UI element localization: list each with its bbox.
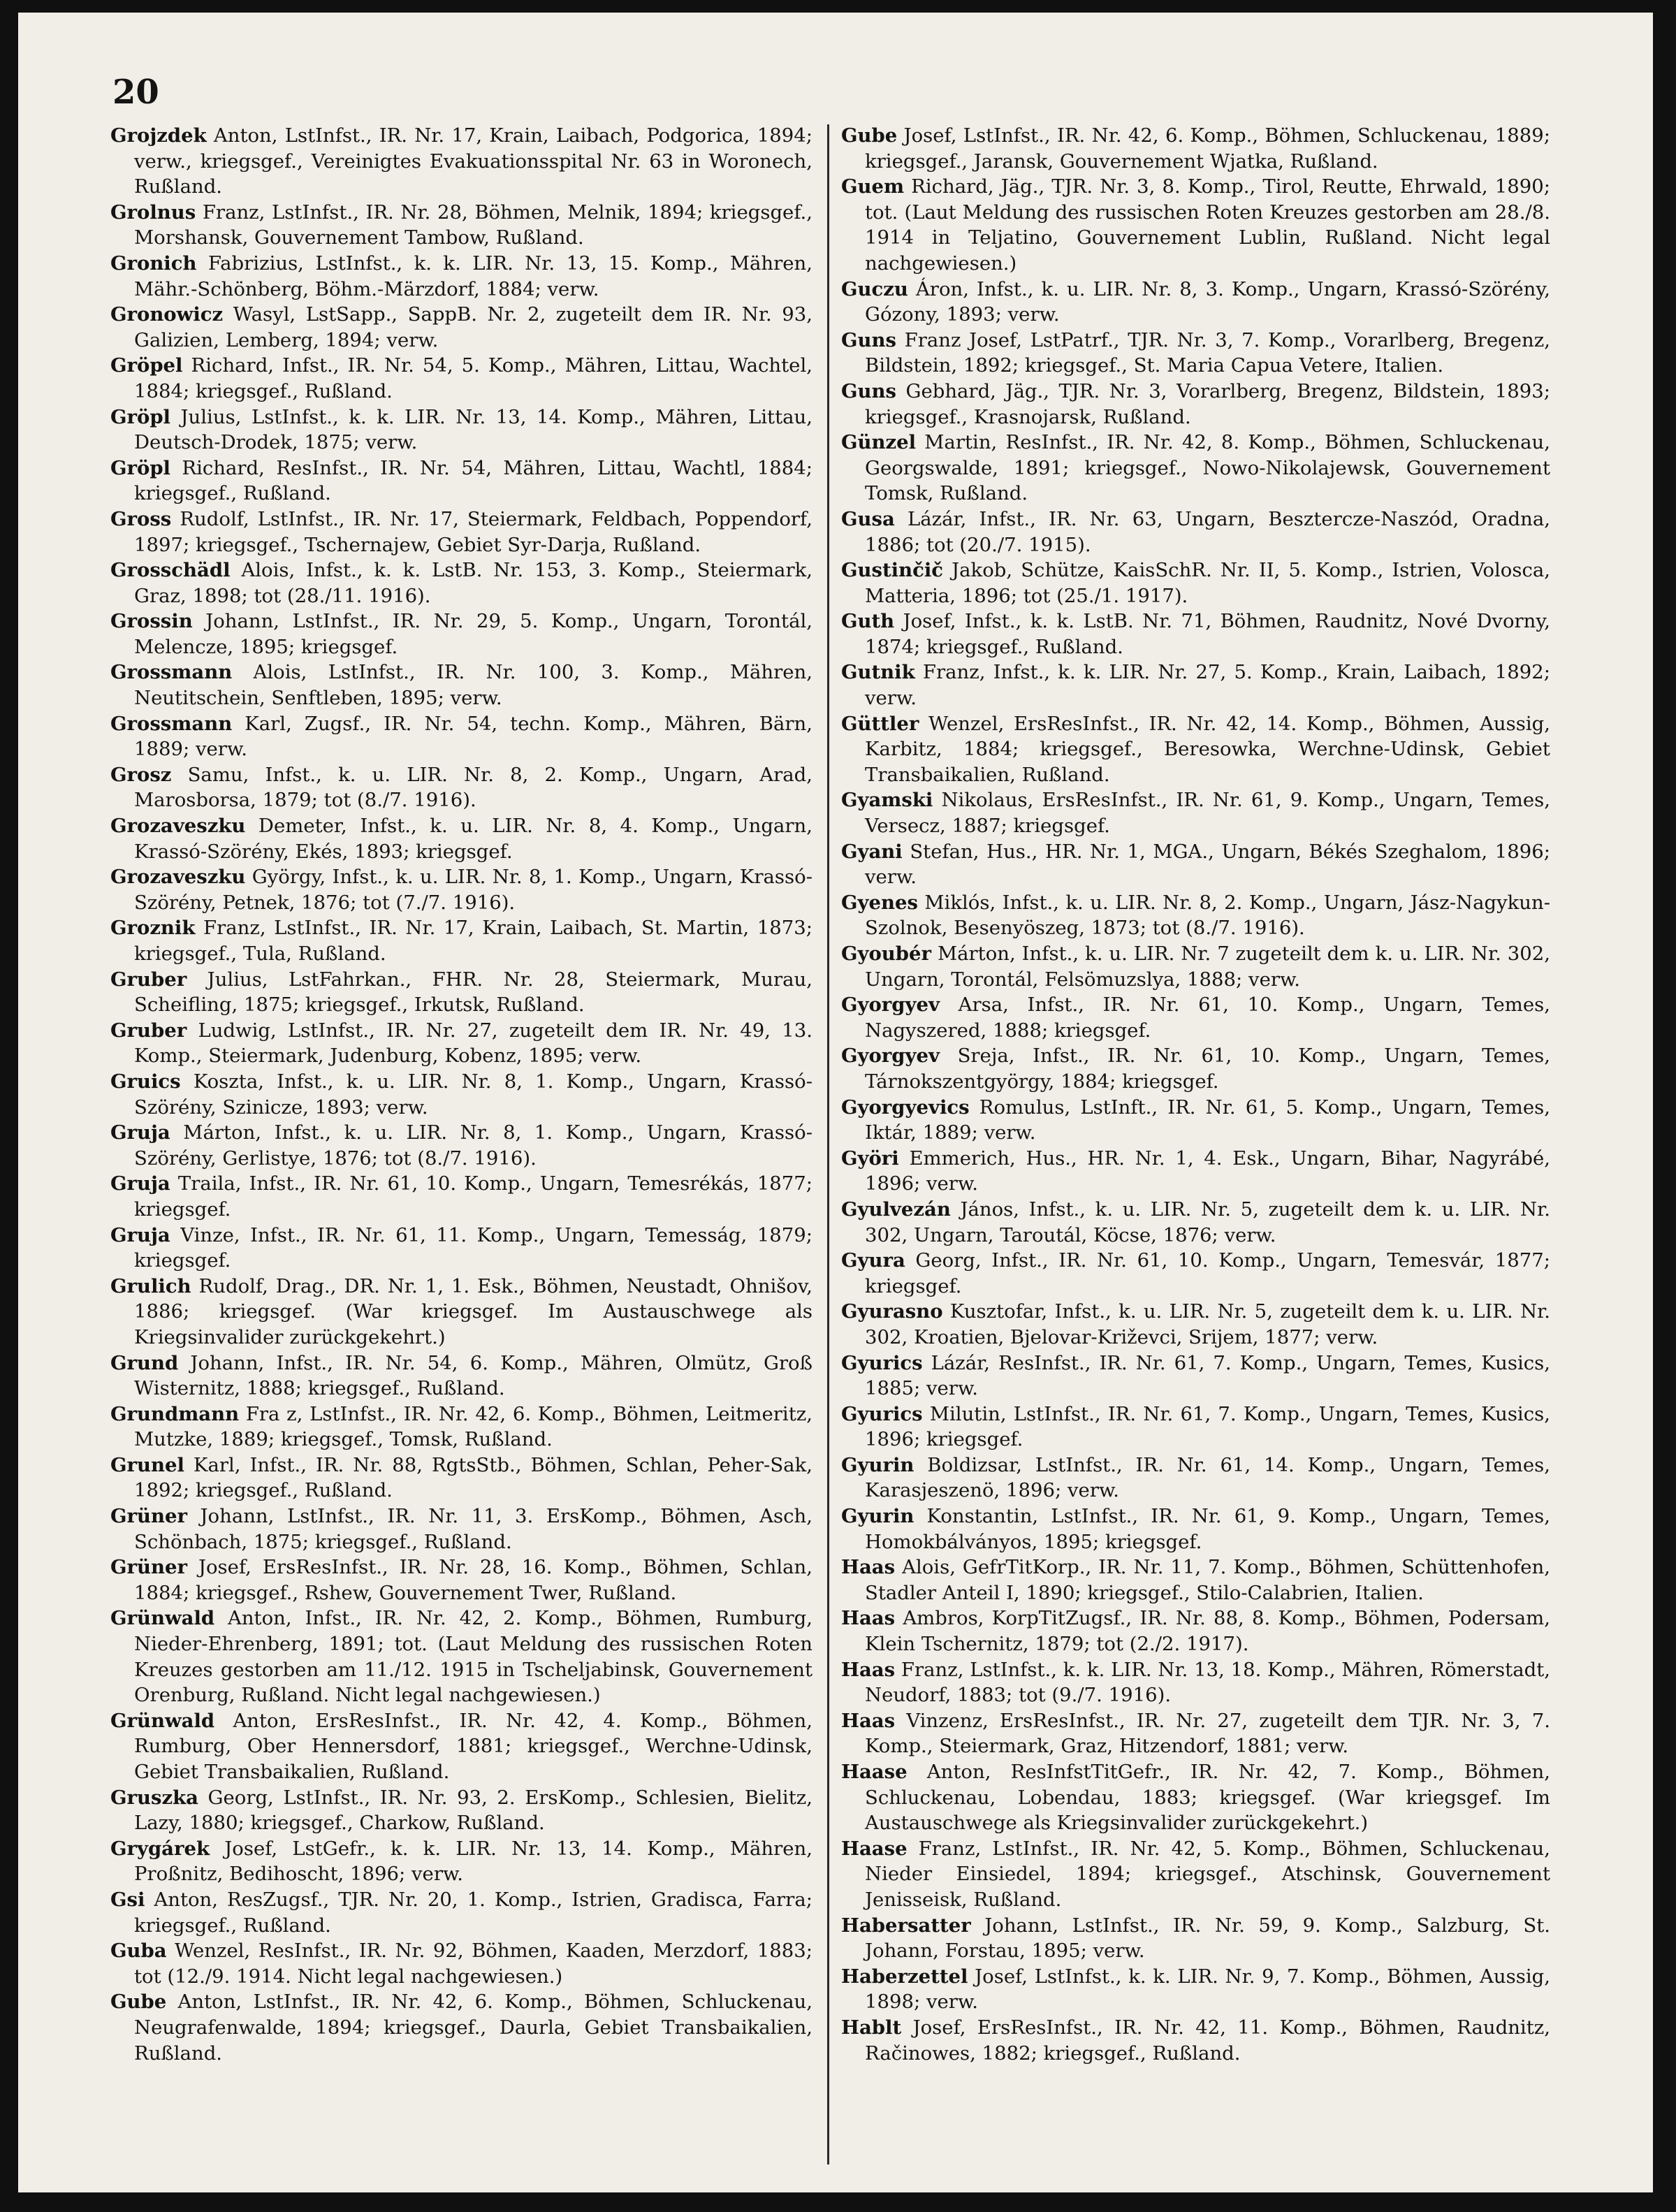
register-entry bbox=[841, 1146, 1550, 1197]
entry-surname: Guns bbox=[841, 379, 896, 402]
entry-surname: Güttler bbox=[841, 712, 919, 735]
register-entry bbox=[110, 1887, 813, 1938]
entry-details: Sreja, Infst., IR. Nr. 61, 10. Komp., Ungarn, Temes, Tárnokszentgyörgy, 1884; kriegsgef. bbox=[865, 1045, 1550, 1093]
entry-details: Franz Josef, LstPatrf., TJR. Nr. 3, 7. Komp., Vorarlberg, Bregenz, Bildstein, 1892; kriegsgef., St. Maria Capua Vetere, Italien. bbox=[865, 328, 1550, 377]
register-entry bbox=[841, 1351, 1550, 1402]
register-entry bbox=[110, 1018, 813, 1069]
entry-details: Márton, Infst., k. u. LIR. Nr. 7 zugeteilt dem k. u. LIR. Nr. 302, Ungarn, Torontál, Felsömuzslya, 1888; verw. bbox=[865, 943, 1550, 991]
entry-details: Rudolf, LstInfst., IR. Nr. 17, Steiermark, Feldbach, Poppendorf, 1897; kriegsgef., Tschernajew, Gebiet Syr-Darja, Rußland. bbox=[134, 507, 813, 556]
entry-details: Julius, LstInfst., k. k. LIR. Nr. 13, 14. Komp., Mähren, Littau, Deutsch-Drodek, 1875; verw. bbox=[134, 405, 813, 454]
register-entry bbox=[841, 379, 1550, 430]
register-entry bbox=[841, 1555, 1550, 1606]
entry-surname: Gruber bbox=[110, 1019, 187, 1042]
entry-details: Franz, LstInfst., IR. Nr. 17, Krain, Laibach, St. Martin, 1873; kriegsgef., Tula, Rußland. bbox=[134, 917, 813, 965]
entry-details: Romulus, LstInft., IR. Nr. 61, 5. Komp., Ungarn, Temes, Iktár, 1889; verw. bbox=[865, 1096, 1550, 1144]
entry-surname: Guba bbox=[110, 1940, 167, 1963]
entry-details: Fabrizius, LstInfst., k. k. LIR. Nr. 13, 15. Komp., Mähren, Mähr.-Schönberg, Böhm.-Märzdorf, 1884; verw. bbox=[134, 252, 813, 300]
entry-details: Josef, ErsResInfst., IR. Nr. 28, 16. Komp., Böhmen, Schlan, 1884; kriegsgef., Rshew, Gouvernement Twer, Rußland. bbox=[134, 1556, 813, 1604]
register-entry bbox=[110, 1989, 813, 2066]
entry-details: Josef, Infst., k. k. LstB. Nr. 71, Böhmen, Raudnitz, Nové Dvorny, 1874; kriegsgef., Rußland. bbox=[865, 610, 1550, 658]
register-entry bbox=[110, 1708, 813, 1785]
entry-surname: Haase bbox=[841, 1761, 908, 1783]
entry-surname: Haberzettel bbox=[841, 1965, 968, 1988]
right-column bbox=[841, 123, 1550, 2066]
entry-details: Wasyl, LstSapp., SappB. Nr. 2, zugeteilt dem IR. Nr. 93, Galizien, Lemberg, 1894; verw. bbox=[134, 303, 813, 351]
entry-details: Richard, Infst., IR. Nr. 54, 5. Komp., Mähren, Littau, Wachtel, 1884; kriegsgef., Rußland. bbox=[134, 354, 813, 402]
entry-surname: Gruja bbox=[110, 1223, 170, 1246]
entry-surname: Grulich bbox=[110, 1274, 191, 1297]
register-entry bbox=[841, 1095, 1550, 1146]
entry-surname: Gutnik bbox=[841, 661, 915, 684]
entry-surname: Guczu bbox=[841, 277, 908, 300]
entry-surname: Gruics bbox=[110, 1070, 181, 1093]
entry-surname: Gube bbox=[841, 124, 898, 147]
entry-details: Áron, Infst., k. u. LIR. Nr. 8, 3. Komp., Ungarn, Krassó-Szörény, Gózony, 1893; verw. bbox=[865, 277, 1550, 326]
entry-details: Josef, LstInfst., k. k. LIR. Nr. 9, 7. Komp., Böhmen, Aussig, 1898; verw. bbox=[865, 1965, 1550, 2014]
register-entry bbox=[841, 1836, 1550, 1913]
entry-details: Lázár, ResInfst., IR. Nr. 61, 7. Komp., Ungarn, Temes, Kusics, 1885; verw. bbox=[865, 1351, 1550, 1400]
entry-details: Kusztofar, Infst., k. u. LIR. Nr. 5, zugeteilt dem k. u. LIR. Nr. 302, Kroatien, Bjelovar-Križevci, Srijem, 1877; verw. bbox=[865, 1300, 1550, 1348]
entry-surname: Gross bbox=[110, 507, 172, 530]
entry-surname: Gyamski bbox=[841, 789, 933, 812]
entry-details: Vinzenz, ErsResInfst., IR. Nr. 27, zugeteilt dem TJR. Nr. 3, 7. Komp., Steiermark, Graz, Hitzendorf, 1881; verw. bbox=[865, 1709, 1550, 1758]
register-entry bbox=[841, 507, 1550, 558]
entry-surname: Gube bbox=[110, 1991, 167, 2014]
page-number: 20 bbox=[112, 73, 159, 112]
entry-details: Franz, LstInfst., IR. Nr. 28, Böhmen, Melnik, 1894; kriegsgef., Morshansk, Gouvernement Tambow, Rußland. bbox=[134, 201, 813, 249]
entry-surname: Grossmann bbox=[110, 661, 233, 684]
register-entry bbox=[841, 328, 1550, 379]
entry-surname: Haas bbox=[841, 1556, 896, 1579]
entry-surname: Grozaveszku bbox=[110, 866, 246, 889]
entry-surname: Gyurics bbox=[841, 1402, 923, 1425]
entry-details: Vinze, Infst., IR. Nr. 61, 11. Komp., Ungarn, Temesság, 1879; kriegsgef. bbox=[134, 1223, 813, 1272]
register-entry bbox=[110, 660, 813, 711]
entry-surname: Gruja bbox=[110, 1121, 170, 1144]
entry-surname: Gsi bbox=[110, 1888, 145, 1911]
register-entry bbox=[841, 787, 1550, 838]
entry-surname: Gyurin bbox=[841, 1505, 914, 1528]
register-entry bbox=[841, 1759, 1550, 1836]
entry-details: Anton, ResZugsf., TJR. Nr. 20, 1. Komp., Istrien, Gradisca, Farra; kriegsgef., Rußland. bbox=[134, 1888, 813, 1937]
entry-surname: Grünwald bbox=[110, 1607, 215, 1630]
entry-details: Anton, LstInfst., IR. Nr. 42, 6. Komp., Böhmen, Schluckenau, Neugrafenwalde, 1894; kriegsgef., Daurla, Gebiet Transbaikalien, Rußland. bbox=[134, 1991, 813, 2065]
entry-surname: Gyorgyev bbox=[841, 994, 940, 1017]
entry-surname: Gyorgyevics bbox=[841, 1096, 970, 1119]
entry-details: Miklós, Infst., k. u. LIR. Nr. 8, 2. Komp., Ungarn, Jász-Nagykun-Szolnok, Besenyöszeg, 1873; tot (8./7. 1916). bbox=[865, 891, 1550, 940]
entry-details: Jakob, Schütze, KaisSchR. Nr. II, 5. Komp., Istrien, Volosca, Matteria, 1896; tot (25./1. 1917). bbox=[865, 559, 1550, 607]
register-entry bbox=[110, 1223, 813, 1274]
entry-surname: Gyurin bbox=[841, 1453, 914, 1476]
entry-details: Ludwig, LstInfst., IR. Nr. 27, zugeteilt dem IR. Nr. 49, 13. Komp., Steiermark, Judenburg, Kobenz, 1895; verw. bbox=[134, 1019, 813, 1068]
entry-surname: Hablt bbox=[841, 2016, 902, 2039]
register-entry bbox=[841, 609, 1550, 660]
register-entry bbox=[841, 941, 1550, 992]
entry-details: János, Infst., k. u. LIR. Nr. 5, zugeteilt dem k. u. LIR. Nr. 302, Ungarn, Taroutál, Köcse, 1876; verw. bbox=[865, 1198, 1550, 1246]
entry-details: Karl, Infst., IR. Nr. 88, RgtsStb., Böhmen, Schlan, Peher-Sak, 1892; kriegsgef., Rußland. bbox=[134, 1453, 813, 1502]
entry-details: Josef, LstInfst., IR. Nr. 42, 6. Komp., Böhmen, Schluckenau, 1889; kriegsgef., Jaransk, Gouvernement Wjatka, Rußland. bbox=[865, 124, 1550, 173]
entry-surname: Guth bbox=[841, 610, 895, 633]
entry-surname: Haase bbox=[841, 1837, 908, 1860]
register-entry bbox=[110, 1402, 813, 1453]
entry-details: Alois, LstInfst., IR. Nr. 100, 3. Komp., Mähren, Neutitschein, Senftleben, 1895; verw. bbox=[134, 661, 813, 710]
entry-surname: Gröpl bbox=[110, 456, 170, 479]
entry-surname: Grossmann bbox=[110, 712, 233, 735]
entry-details: Demeter, Infst., k. u. LIR. Nr. 8, 4. Komp., Ungarn, Krassó-Szörény, Ekés, 1893; kriegsgef. bbox=[134, 815, 813, 863]
entry-surname: Gyoubér bbox=[841, 943, 932, 965]
register-entry bbox=[110, 200, 813, 251]
entry-details: Georg, Infst., IR. Nr. 61, 10. Komp., Ungarn, Temesvár, 1877; kriegsgef. bbox=[865, 1249, 1550, 1297]
register-entry bbox=[841, 1504, 1550, 1555]
entry-surname: Gruszka bbox=[110, 1786, 198, 1809]
entry-surname: Günzel bbox=[841, 431, 917, 454]
entry-surname: Gyulvezán bbox=[841, 1198, 951, 1221]
entry-details: Richard, ResInfst., IR. Nr. 54, Mähren, Littau, Wachtl, 1884; kriegsgef., Rußland. bbox=[134, 456, 813, 505]
entry-details: Josef, LstGefr., k. k. LIR. Nr. 13, 14. Komp., Mähren, Proßnitz, Bedihoscht, 1896; verw. bbox=[134, 1837, 813, 1886]
register-entry bbox=[110, 1453, 813, 1504]
entry-details: Martin, ResInfst., IR. Nr. 42, 8. Komp., Böhmen, Schluckenau, Georgswalde, 1891; kriegsgef., Nowo-Nikolajewsk, Gouvernement Tomsk, Rußland. bbox=[865, 431, 1550, 505]
entry-details: Wenzel, ResInfst., IR. Nr. 92, Böhmen, Kaaden, Merzdorf, 1883; tot (12./9. 1914. Nicht legal nachgewiesen.) bbox=[134, 1940, 813, 1988]
entry-details: Johann, Infst., IR. Nr. 54, 6. Komp., Mähren, Olmütz, Groß Wisternitz, 1888; kriegsgef., Rußland. bbox=[134, 1351, 813, 1400]
register-entry bbox=[110, 864, 813, 915]
entry-surname: Gruja bbox=[110, 1172, 170, 1195]
register-entry bbox=[110, 1836, 813, 1887]
entry-details: Julius, LstFahrkan., FHR. Nr. 28, Steiermark, Murau, Scheifling, 1875; kriegsgef., Irkutsk, Rußland. bbox=[134, 968, 813, 1017]
register-entry bbox=[841, 1657, 1550, 1708]
entry-details: Milutin, LstInfst., IR. Nr. 61, 7. Komp., Ungarn, Temes, Kusics, 1896; kriegsgef. bbox=[865, 1402, 1550, 1451]
register-entry bbox=[841, 2015, 1550, 2066]
entry-details: Franz, Infst., k. k. LIR. Nr. 27, 5. Komp., Krain, Laibach, 1892; verw. bbox=[865, 661, 1550, 710]
entry-details: Konstantin, LstInfst., IR. Nr. 61, 9. Komp., Ungarn, Temes, Homokbálványos, 1895; kriegsgef. bbox=[865, 1505, 1550, 1553]
entry-details: Franz, LstInfst., k. k. LIR. Nr. 13, 18. Komp., Mähren, Römerstadt, Neudorf, 1883; tot (9./7. 1916). bbox=[865, 1658, 1550, 1707]
entry-details: Richard, Jäg., TJR. Nr. 3, 8. Komp., Tirol, Reutte, Ehrwald, 1890; tot. (Laut Meldung des russischen Roten Kreuzes gestorben am 28./8. 1914 in Teljatino, Gouvernement Lublin, Rußland. Nicht legal nachgewiesen.) bbox=[865, 175, 1550, 275]
register-entry bbox=[110, 1171, 813, 1222]
column-divider bbox=[827, 124, 829, 2164]
entry-details: Wenzel, ErsResInfst., IR. Nr. 42, 14. Komp., Böhmen, Aussig, Karbitz, 1884; kriegsgef., Beresowka, Werchne-Udinsk, Gebiet Transbaikalien, Rußland. bbox=[865, 712, 1550, 786]
entry-surname: Guem bbox=[841, 175, 905, 198]
register-entry bbox=[841, 123, 1550, 174]
entry-details: Rudolf, Drag., DR. Nr. 1, 1. Esk., Böhmen, Neustadt, Ohnišov, 1886; kriegsgef. (War kriegsgef. Im Austauschwege als Kriegsinvalider zurückgekehrt.) bbox=[134, 1274, 813, 1348]
page-sheet bbox=[18, 13, 1653, 2192]
entry-details: Alois, Infst., k. k. LstB. Nr. 153, 3. Komp., Steiermark, Graz, 1898; tot (28./11. 1916). bbox=[134, 559, 813, 607]
register-entry bbox=[841, 1299, 1550, 1350]
entry-details: Josef, ErsResInfst., IR. Nr. 42, 11. Komp., Böhmen, Raudnitz, Račinowes, 1882; kriegsgef., Rußland. bbox=[865, 2016, 1550, 2065]
register-entry bbox=[110, 762, 813, 813]
entry-surname: Grüner bbox=[110, 1505, 187, 1528]
entry-details: Arsa, Infst., IR. Nr. 61, 10. Komp., Ungarn, Temes, Nagyszered, 1888; kriegsgef. bbox=[865, 994, 1550, 1042]
entry-details: Ambros, KorpTitZugsf., IR. Nr. 88, 8. Komp., Böhmen, Podersam, Klein Tschernitz, 1879; tot (2./2. 1917). bbox=[865, 1607, 1550, 1656]
entry-details: Koszta, Infst., k. u. LIR. Nr. 8, 1. Komp., Ungarn, Krassó-Szörény, Szinicze, 1893; verw. bbox=[134, 1070, 813, 1119]
entry-surname: Grozaveszku bbox=[110, 815, 246, 838]
register-entry bbox=[110, 405, 813, 456]
entry-details: Karl, Zugsf., IR. Nr. 54, techn. Komp., Mähren, Bärn, 1889; verw. bbox=[134, 712, 813, 761]
register-entry bbox=[841, 660, 1550, 711]
entry-details: Johann, LstInfst., IR. Nr. 59, 9. Komp., Salzburg, St. Johann, Forstau, 1895; verw. bbox=[865, 1914, 1550, 1963]
register-entry bbox=[841, 992, 1550, 1043]
register-entry bbox=[110, 967, 813, 1018]
entry-surname: Gyurics bbox=[841, 1351, 923, 1374]
entry-details: Márton, Infst., k. u. LIR. Nr. 8, 1. Komp., Ungarn, Krassó-Szörény, Gerlistye, 1876; tot (8./7. 1916). bbox=[134, 1121, 813, 1170]
register-entry bbox=[110, 711, 813, 762]
register-entry bbox=[110, 1555, 813, 1606]
entry-surname: Gronowicz bbox=[110, 303, 224, 326]
entry-surname: Gyani bbox=[841, 840, 903, 863]
register-entry bbox=[110, 456, 813, 507]
entry-surname: Grünwald bbox=[110, 1709, 215, 1732]
register-entry bbox=[841, 1913, 1550, 1964]
entry-surname: Grunel bbox=[110, 1453, 184, 1476]
entry-surname: Grosz bbox=[110, 763, 172, 786]
register-entry bbox=[841, 711, 1550, 788]
register-entry bbox=[841, 1453, 1550, 1504]
entry-details: György, Infst., k. u. LIR. Nr. 8, 1. Komp., Ungarn, Krassó-Szörény, Petnek, 1876; tot (7./7. 1916). bbox=[134, 866, 813, 914]
entry-surname: Haas bbox=[841, 1658, 896, 1681]
register-entry bbox=[841, 1402, 1550, 1453]
register-entry bbox=[841, 1248, 1550, 1299]
entry-details: Anton, ResInfstTitGefr., IR. Nr. 42, 7. Komp., Böhmen, Schluckenau, Lobendau, 1883; kriegsgef. (War kriegsgef. Im Austauschwege als Kriegsinvalider zurückgekehrt.) bbox=[865, 1761, 1550, 1835]
register-entry bbox=[841, 1606, 1550, 1657]
register-entry bbox=[841, 1708, 1550, 1759]
entry-surname: Gusa bbox=[841, 507, 895, 530]
entry-details: Georg, LstInfst., IR. Nr. 93, 2. ErsKomp., Schlesien, Bielitz, Lazy, 1880; kriegsgef., Charkow, Rußland. bbox=[134, 1786, 813, 1835]
entry-details: Samu, Infst., k. u. LIR. Nr. 8, 2. Komp., Ungarn, Arad, Marosborsa, 1879; tot (8./7. 1916). bbox=[134, 763, 813, 812]
entry-details: Lázár, Infst., IR. Nr. 63, Ungarn, Besztercze-Naszód, Oradna, 1886; tot (20./7. 1915). bbox=[865, 507, 1550, 556]
register-entry bbox=[841, 1197, 1550, 1248]
entry-details: Gebhard, Jäg., TJR. Nr. 3, Vorarlberg, Bregenz, Bildstein, 1893; kriegsgef., Krasnojarsk, Rußland. bbox=[865, 379, 1550, 428]
register-entry bbox=[110, 353, 813, 404]
register-entry bbox=[841, 277, 1550, 328]
entry-details: Franz, LstInfst., IR. Nr. 42, 5. Komp., Böhmen, Schluckenau, Nieder Einsiedel, 1894; kriegsgef., Atschinsk, Gouvernement Jenisseisk, Rußland. bbox=[865, 1837, 1550, 1911]
entry-surname: Gyenes bbox=[841, 891, 918, 914]
register-entry bbox=[110, 1274, 813, 1351]
register-entry bbox=[841, 558, 1550, 609]
entry-details: Alois, GefrTitKorp., IR. Nr. 11, 7. Komp., Böhmen, Schüttenhofen, Stadler Anteil I, 1890; kriegsgef., Stilo-Calabrien, Italien. bbox=[865, 1556, 1550, 1604]
entry-surname: Grojzdek bbox=[110, 124, 207, 147]
entry-surname: Györi bbox=[841, 1147, 899, 1170]
entry-details: Fra z, LstInfst., IR. Nr. 42, 6. Komp., Böhmen, Leitmeritz, Mutzke, 1889; kriegsgef., Tomsk, Rußland. bbox=[134, 1402, 813, 1451]
entry-surname: Gronich bbox=[110, 252, 197, 275]
entry-surname: Guns bbox=[841, 328, 896, 351]
register-entry bbox=[841, 1043, 1550, 1094]
entry-surname: Gruber bbox=[110, 968, 187, 991]
entry-surname: Grund bbox=[110, 1351, 179, 1374]
entry-surname: Grolnus bbox=[110, 201, 196, 224]
entry-surname: Grossin bbox=[110, 610, 193, 633]
entry-surname: Haas bbox=[841, 1709, 896, 1732]
entry-surname: Gustinčič bbox=[841, 559, 944, 582]
entry-details: Anton, ErsResInfst., IR. Nr. 42, 4. Komp., Böhmen, Rumburg, Ober Hennersdorf, 1881; kriegsgef., Werchne-Udinsk, Gebiet Transbaikalien, Rußland. bbox=[134, 1709, 813, 1783]
entry-surname: Gyorgyev bbox=[841, 1045, 940, 1068]
register-entry bbox=[110, 123, 813, 200]
register-entry bbox=[110, 609, 813, 660]
register-entry bbox=[110, 558, 813, 609]
entry-details: Boldizsar, LstInfst., IR. Nr. 61, 14. Komp., Ungarn, Temes, Karasjeszenö, 1896; verw. bbox=[865, 1453, 1550, 1502]
register-entry bbox=[110, 302, 813, 353]
entry-surname: Grosschädl bbox=[110, 559, 231, 582]
entry-surname: Gröpel bbox=[110, 354, 183, 377]
register-entry bbox=[841, 174, 1550, 276]
entry-surname: Grundmann bbox=[110, 1402, 240, 1425]
entry-surname: Haas bbox=[841, 1607, 896, 1630]
register-entry bbox=[110, 1351, 813, 1402]
entry-details: Stefan, Hus., HR. Nr. 1, MGA., Ungarn, Békés Szeghalom, 1896; verw. bbox=[865, 840, 1550, 889]
entry-surname: Gröpl bbox=[110, 405, 170, 428]
entry-surname: Grygárek bbox=[110, 1837, 210, 1860]
entry-details: Anton, Infst., IR. Nr. 42, 2. Komp., Böhmen, Rumburg, Nieder-Ehrenberg, 1891; tot. (Laut Meldung des russischen Roten Kreuzes gestorben am 11./12. 1915 in Tscheljabinsk, Gouvernement Orenburg, Rußland. Nicht legal nachgewiesen.) bbox=[134, 1607, 813, 1707]
register-entry bbox=[841, 430, 1550, 507]
entry-details: Anton, LstInfst., IR. Nr. 17, Krain, Laibach, Podgorica, 1894; verw., kriegsgef., Vereinigtes Evakuationsspital Nr. 63 in Woronech, Rußland. bbox=[134, 124, 813, 198]
entry-details: Emmerich, Hus., HR. Nr. 1, 4. Esk., Ungarn, Bihar, Nagyrábé, 1896; verw. bbox=[865, 1147, 1550, 1195]
register-entry bbox=[110, 813, 813, 864]
register-entry bbox=[110, 1120, 813, 1171]
register-entry bbox=[110, 915, 813, 966]
register-entry bbox=[110, 1606, 813, 1708]
entry-surname: Grüner bbox=[110, 1556, 187, 1579]
entry-details: Johann, LstInfst., IR. Nr. 11, 3. ErsKomp., Böhmen, Asch, Schönbach, 1875; kriegsgef., Rußland. bbox=[134, 1505, 813, 1553]
entry-details: Nikolaus, ErsResInfst., IR. Nr. 61, 9. Komp., Ungarn, Temes, Versecz, 1887; kriegsgef. bbox=[865, 789, 1550, 838]
register-entry bbox=[110, 1069, 813, 1120]
register-entry bbox=[841, 1964, 1550, 2015]
entry-details: Johann, LstInfst., IR. Nr. 29, 5. Komp., Ungarn, Torontál, Melencze, 1895; kriegsgef. bbox=[134, 610, 813, 658]
entry-surname: Groznik bbox=[110, 917, 196, 940]
register-entry bbox=[110, 507, 813, 558]
register-entry bbox=[110, 1938, 813, 1989]
register-entry bbox=[110, 251, 813, 302]
entry-surname: Gyurasno bbox=[841, 1300, 943, 1323]
left-column bbox=[110, 123, 813, 2066]
entry-details: Traila, Infst., IR. Nr. 61, 10. Komp., Ungarn, Temesrékás, 1877; kriegsgef. bbox=[134, 1172, 813, 1221]
register-entry bbox=[841, 890, 1550, 941]
register-entry bbox=[841, 839, 1550, 890]
register-entry bbox=[110, 1504, 813, 1555]
entry-surname: Habersatter bbox=[841, 1914, 971, 1937]
entry-surname: Gyura bbox=[841, 1249, 905, 1272]
register-entry bbox=[110, 1785, 813, 1836]
